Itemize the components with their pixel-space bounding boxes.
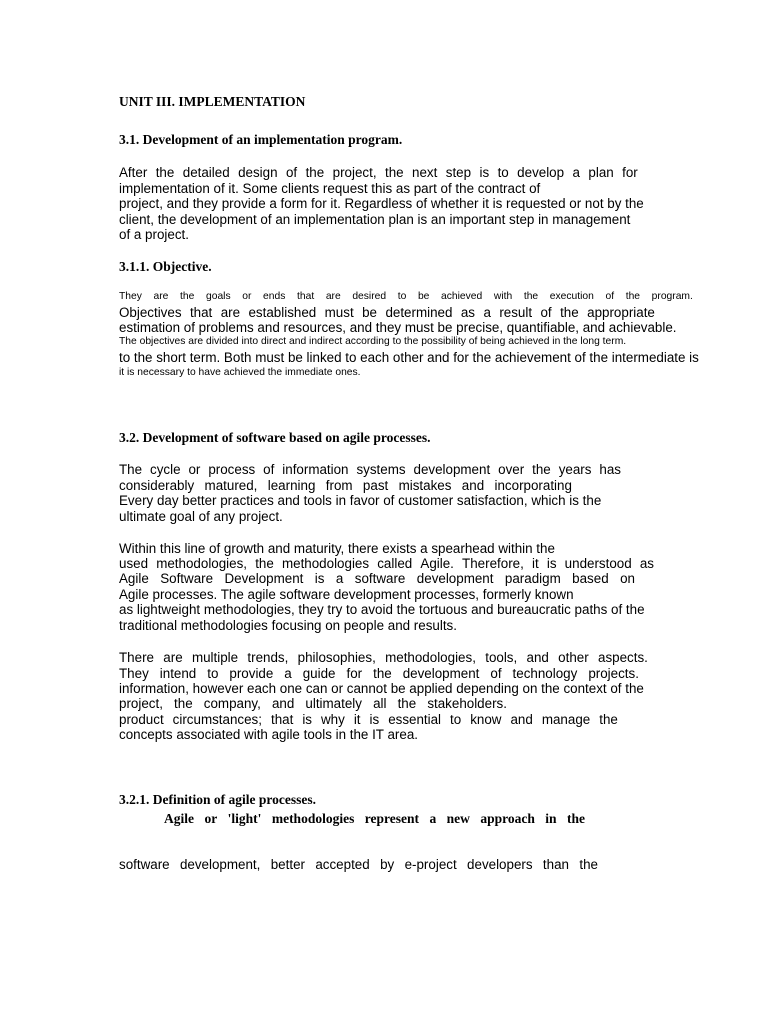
word: essential <box>388 712 442 727</box>
word: the <box>384 165 404 180</box>
word: ultimately <box>305 696 362 711</box>
word: The <box>119 462 143 477</box>
word: or <box>242 291 252 302</box>
word: program. <box>651 291 693 302</box>
word: considerably <box>119 478 195 493</box>
paragraph-line: project, and they provide a form for it. Regardless of whether it is requested or not by the <box>119 196 644 211</box>
paragraph-line: it is necessary to have achieved the immediate ones. <box>119 367 361 378</box>
paragraph-line <box>119 650 648 665</box>
paragraph-line: Within this line of growth and maturity, there exists a spearhead within the <box>119 541 555 556</box>
paragraph-line <box>119 478 572 493</box>
word: information <box>282 462 349 477</box>
word: established <box>248 305 317 320</box>
word: methodologies <box>271 811 355 826</box>
word: process <box>208 462 256 477</box>
word: are <box>153 291 169 302</box>
word: methodologies, <box>156 556 248 571</box>
word: projects. <box>588 666 639 681</box>
word: are <box>163 650 183 665</box>
word: matured, <box>204 478 258 493</box>
word: based <box>572 571 609 586</box>
word: guide <box>302 666 336 681</box>
word: a <box>483 305 491 320</box>
word: appropriate <box>587 305 655 320</box>
word: better <box>270 857 305 872</box>
word: are <box>220 305 241 320</box>
word: result <box>499 305 533 320</box>
word: learning <box>267 478 316 493</box>
word: development, <box>179 857 261 872</box>
word: develop <box>517 165 565 180</box>
word: Development <box>224 571 304 586</box>
word: know <box>470 712 502 727</box>
word: years <box>558 462 592 477</box>
word: philosophies, <box>297 650 376 665</box>
word: a <box>429 811 437 826</box>
word: be <box>417 291 430 302</box>
word: Agile <box>164 811 194 826</box>
paragraph-line: Every day better practices and tools in favor of customer satisfaction, which is the <box>119 493 602 508</box>
word: Therefore, <box>462 556 524 571</box>
paragraph-line <box>164 811 585 827</box>
word: developers <box>467 857 533 872</box>
paragraph-line <box>119 666 639 681</box>
word: of <box>605 291 615 302</box>
word: Software <box>160 571 214 586</box>
paragraph-line: information, however each one can or cannot be applied depending on the context of the <box>119 681 644 696</box>
word: Objectives <box>119 305 182 320</box>
paragraph-line: ultimate goal of any project. <box>119 509 283 524</box>
word: of <box>285 165 298 180</box>
word: all <box>373 696 387 711</box>
word: represent <box>364 811 420 826</box>
word: trends, <box>247 650 289 665</box>
paragraph-line: Agile processes. The agile software development processes, formerly known <box>119 587 574 602</box>
word: project, <box>332 165 377 180</box>
word: e-project <box>404 857 457 872</box>
section-3-2-heading: 3.2. Development of software based on agile processes. <box>119 430 431 445</box>
paragraph-line <box>119 165 638 180</box>
word: the <box>625 291 641 302</box>
word: paradigm <box>504 571 561 586</box>
word: approach <box>480 811 535 826</box>
paragraph-line <box>119 712 618 727</box>
word: detailed <box>182 165 230 180</box>
word: is <box>546 556 557 571</box>
word: project, <box>119 696 163 711</box>
word: systems <box>356 462 406 477</box>
word: used <box>119 556 149 571</box>
word: are <box>325 291 341 302</box>
word: to <box>207 666 219 681</box>
section-3-1-1-heading: 3.1.1. Objective. <box>119 259 212 274</box>
word: development <box>416 571 494 586</box>
word: the <box>155 165 175 180</box>
word: the <box>579 857 598 872</box>
paragraph-line <box>119 571 635 586</box>
word: the <box>397 696 417 711</box>
paragraph-line: traditional methodologies focusing on people and results. <box>119 618 457 633</box>
word: for <box>622 165 638 180</box>
word: the <box>523 291 539 302</box>
word: stakeholders. <box>427 696 507 711</box>
word: and <box>271 696 295 711</box>
word: the <box>255 556 274 571</box>
unit-title: UNIT III. IMPLEMENTATION <box>119 94 306 109</box>
paragraph-line <box>119 556 654 571</box>
word: Agile. <box>420 556 454 571</box>
paragraph-line: to the short term. Both must be linked to each other and for the achievement of the intermediate is <box>119 350 699 365</box>
word: company, <box>203 696 261 711</box>
paragraph-line <box>119 696 507 711</box>
word: the <box>599 712 618 727</box>
word: ends <box>263 291 286 302</box>
paragraph-line <box>119 291 693 302</box>
word: that <box>297 291 315 302</box>
word: the <box>373 666 392 681</box>
word: must <box>324 305 354 320</box>
word: circumstances; <box>172 712 262 727</box>
word: or <box>204 811 218 826</box>
word: goals <box>206 291 231 302</box>
word: from <box>325 478 353 493</box>
word: design <box>238 165 278 180</box>
word: next <box>412 165 438 180</box>
paragraph-line: client, the development of an implementation plan is an important step in management <box>119 212 631 227</box>
word: After <box>119 165 148 180</box>
word: incorporating <box>494 478 572 493</box>
word: with <box>493 291 513 302</box>
word: on <box>620 571 635 586</box>
word: software <box>119 857 170 872</box>
word: tools, <box>485 650 518 665</box>
word: why <box>320 712 345 727</box>
word: a <box>284 666 292 681</box>
word: as <box>639 556 654 571</box>
word: Agile <box>119 571 149 586</box>
word: it <box>353 712 361 727</box>
word: is <box>369 712 380 727</box>
word: as <box>460 305 476 320</box>
word: They <box>119 291 142 302</box>
word: called <box>377 556 413 571</box>
word: the <box>566 811 585 826</box>
word: and <box>461 478 485 493</box>
word: is <box>479 165 490 180</box>
word: cycle <box>150 462 181 477</box>
word: the <box>180 291 195 302</box>
word: understood <box>564 556 632 571</box>
word: There <box>119 650 154 665</box>
word: has <box>599 462 621 477</box>
paragraph-line: as lightweight methodologies, they try to avoid the tortuous and bureaucratic paths of the <box>119 602 645 617</box>
word: be <box>362 305 378 320</box>
word: plan <box>588 165 614 180</box>
word: manage <box>541 712 591 727</box>
word: methodologies, <box>385 650 476 665</box>
word: methodologies <box>281 556 370 571</box>
word: determined <box>385 305 453 320</box>
word: provide <box>229 666 274 681</box>
word: is <box>314 571 325 586</box>
word: execution <box>549 291 594 302</box>
word: to <box>397 291 407 302</box>
word: to <box>450 712 462 727</box>
word: for <box>346 666 363 681</box>
word: new <box>446 811 470 826</box>
paragraph-line: concepts associated with agile tools in the IT area. <box>119 727 418 742</box>
word: development <box>413 462 491 477</box>
word: 'light' <box>227 811 262 826</box>
word: step <box>445 165 472 180</box>
word: They <box>119 666 149 681</box>
word: and <box>510 712 533 727</box>
paragraph-line: The objectives are divided into direct and indirect according to the possibility of being achieved in the long term. <box>119 336 627 347</box>
word: of <box>263 462 275 477</box>
paragraph-line <box>119 305 655 320</box>
word: product <box>119 712 164 727</box>
word: aspects. <box>598 650 648 665</box>
section-3-2-1-heading: 3.2.1. Definition of agile processes. <box>119 792 316 807</box>
word: in <box>545 811 557 826</box>
word: software <box>354 571 406 586</box>
word: that <box>270 712 294 727</box>
word: other <box>558 650 589 665</box>
word: achieved <box>441 291 483 302</box>
word: mistakes <box>398 478 452 493</box>
word: accepted <box>315 857 370 872</box>
word: a <box>335 571 344 586</box>
word: of <box>540 305 552 320</box>
section-3-1-heading: 3.1. Development of an implementation program. <box>119 132 403 147</box>
word: of <box>490 666 502 681</box>
word: multiple <box>191 650 239 665</box>
word: or <box>188 462 201 477</box>
paragraph-line <box>119 857 598 872</box>
word: it <box>531 556 539 571</box>
word: desired <box>352 291 387 302</box>
word: the <box>174 696 193 711</box>
paragraph-line: estimation of problems and resources, and they must be precise, quantifiable, and achievable. <box>119 320 677 335</box>
paragraph-line: implementation of it. Some clients request this as part of the contract of <box>119 181 541 196</box>
word: development <box>402 666 480 681</box>
paragraph-line: of a project. <box>119 227 189 242</box>
word: a <box>572 165 580 180</box>
word: over <box>498 462 525 477</box>
paragraph-line <box>119 462 621 477</box>
word: and <box>526 650 549 665</box>
word: to <box>497 165 509 180</box>
word: than <box>542 857 569 872</box>
word: by <box>380 857 395 872</box>
word: is <box>302 712 312 727</box>
word: that <box>189 305 213 320</box>
word: the <box>305 165 325 180</box>
word: the <box>532 462 551 477</box>
word: technology <box>512 666 578 681</box>
word: intend <box>159 666 197 681</box>
word: the <box>560 305 579 320</box>
word: past <box>362 478 389 493</box>
